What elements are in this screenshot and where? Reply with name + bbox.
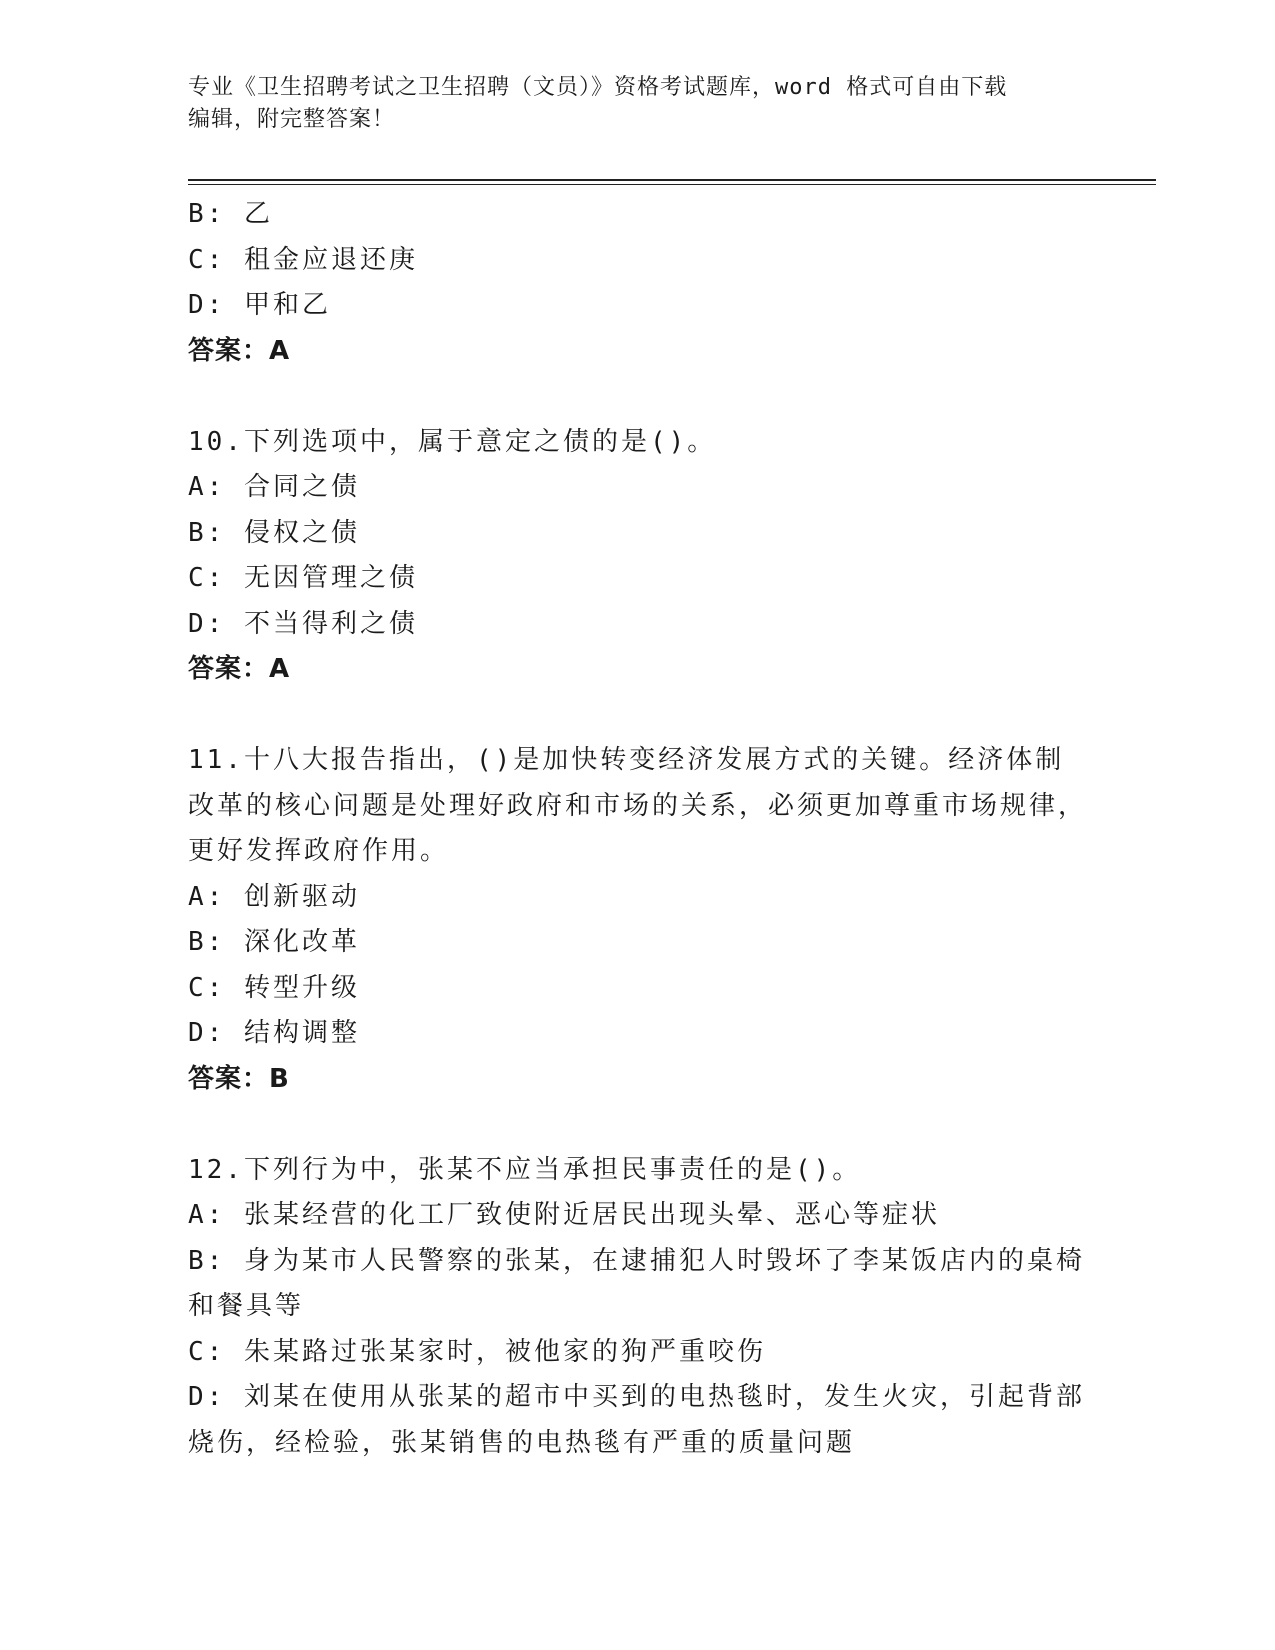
option-a: A: 张某经营的化工厂致使附近居民出现头晕、恶心等症状 [188,1200,940,1230]
option-c: C: 朱某路过张某家时，被他家的狗严重咬伤 [188,1336,766,1367]
header-line-2: 编辑，附完整答案！ [188,107,396,132]
option-d: D: 刘某在使用从张某的超市中买到的电热毯时，发生火灾，引起背部烧伤，经检验，张某销售的电热毯有严重的质量问题 [188,1382,1085,1458]
option-d: D: 甲和乙 [188,290,331,320]
option-b: B: 侵权之债 [188,517,360,548]
answer-line: 答案：A [188,654,291,684]
option-b: B: 乙 [188,199,273,229]
option-a: A: 创新驱动 [188,881,360,912]
question-11 [188,738,1088,1102]
question-stem: 10.下列选项中，属于意定之债的是()。 [188,426,717,457]
option-c: C: 转型升级 [188,972,360,1003]
option-c: C: 无因管理之债 [188,563,418,593]
question-stem: 11.十八大报告指出，()是加快转变经济发展方式的关键。经济体制改革的核心问题是处理好政府和市场的关系，必须更加尊重市场规律，更好发挥政府作用。 [188,745,1088,866]
page-header [188,72,1088,136]
answer-line: 答案：A [188,335,291,366]
option-b: B: 身为某市人民警察的张某，在逮捕犯人时毁坏了李某饭店内的桌椅和餐具等 [188,1245,1085,1321]
option-a: A: 合同之债 [188,472,360,502]
answer-line: 答案：B [188,1063,290,1094]
question-12 [188,1148,1088,1467]
option-c: C: 租金应退还庚 [188,244,418,275]
header-line-1: 专业《卫生招聘考试之卫生招聘（文员）》资格考试题库，word 格式可自由下载 [188,75,1008,100]
question-stem: 12.下列行为中，张某不应当承担民事责任的是()。 [188,1154,862,1185]
prev-question-tail [188,192,1088,374]
option-b: B: 深化改革 [188,927,360,957]
option-d: D: 结构调整 [188,1018,360,1048]
header-divider [188,179,1156,185]
option-d: D: 不当得利之债 [188,608,418,639]
question-list [188,192,1088,1466]
question-10 [188,420,1088,693]
